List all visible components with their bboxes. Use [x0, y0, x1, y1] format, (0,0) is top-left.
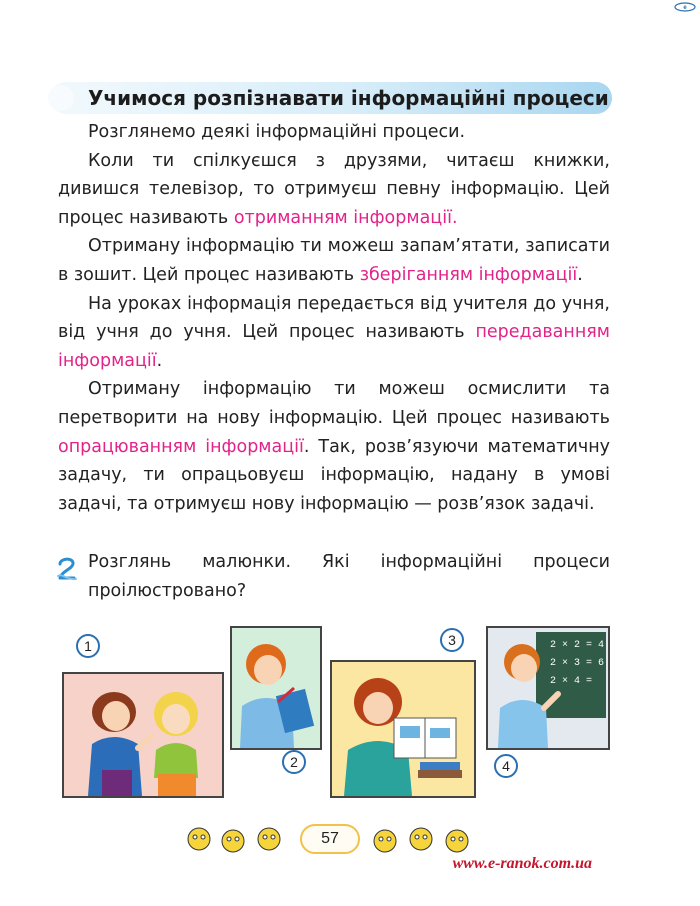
paragraph-4 — [58, 290, 610, 376]
picture-boy-writing — [230, 626, 322, 750]
mascot-pencil-icon — [256, 826, 282, 856]
mascot-reading-icon — [186, 826, 212, 856]
section-heading: Учимося розпізнавати інформаційні процеси — [88, 86, 609, 110]
blackboard-line-1: 2 × 2 = 4 — [550, 640, 605, 651]
publisher-logo — [674, 2, 696, 12]
publisher-website-link[interactable]: www.e-ranok.com.ua — [452, 855, 592, 872]
task-number-2-icon — [56, 556, 80, 582]
paragraph-text: Розглянемо деякі інформаційні процеси. — [88, 122, 466, 142]
body-text — [58, 118, 610, 518]
paragraph-text: . — [577, 264, 583, 285]
paragraph-5 — [58, 375, 610, 518]
highlighted-term: зберіганням інформації — [359, 264, 578, 285]
paragraph-text: На уроках інформація передається від учителя до учня, від учня до учня. Цей процес називають — [58, 293, 610, 343]
highlighted-term: опрацюванням інформації — [58, 436, 304, 457]
paragraph-text: . Так, розв’язуючи математичну задачу, ти опрацьовуєш інформацію, надану в умові задачі, та отримуєш нову інформацію — розв’язок задачі. — [58, 436, 610, 514]
picture-number-4: 4 — [494, 754, 518, 778]
task-text: Розглянь малюнки. Які інформаційні процеси проілюстровано? — [88, 552, 610, 601]
paragraph-2 — [58, 147, 610, 233]
picture-boy-blackboard — [486, 626, 610, 750]
paragraph-1 — [58, 118, 610, 147]
picture-number-3: 3 — [440, 628, 464, 652]
blackboard-line-2: 2 × 3 = 6 — [550, 658, 605, 669]
page-number: 57 — [300, 824, 360, 854]
paragraph-text: . — [156, 350, 163, 371]
svg-text:e: e — [683, 5, 687, 11]
picture-teacher-book — [330, 660, 476, 798]
highlighted-term: отриманням інформації. — [233, 207, 458, 228]
blackboard-line-3: 2 × 4 = — [550, 676, 593, 687]
picture-two-girls — [62, 672, 224, 798]
mascot-headphones-icon — [408, 826, 434, 856]
paragraph-text: Отриману інформацію ти можеш осмислити та перетворити на нову інформацію. Цей процес називають — [58, 379, 610, 428]
mascot-music-icon — [444, 828, 470, 858]
picture-number-1: 1 — [76, 634, 100, 658]
paragraph-3 — [58, 232, 610, 289]
paragraph-text: Коли ти спілкуєшся з друзями, читаєш книжки, дивишся телевізор, то отримуєш певну інформацію. Цей процес називають — [58, 150, 610, 228]
highlighted-term: передаванням інформації — [58, 322, 610, 371]
mascot-drawing-icon — [220, 828, 246, 858]
paragraph-text: Отриману інформацію ти можеш запам’ятати, записати в зошит. Цей процес називають — [58, 236, 610, 285]
mascot-book-icon — [372, 828, 398, 858]
picture-number-2: 2 — [282, 750, 306, 774]
